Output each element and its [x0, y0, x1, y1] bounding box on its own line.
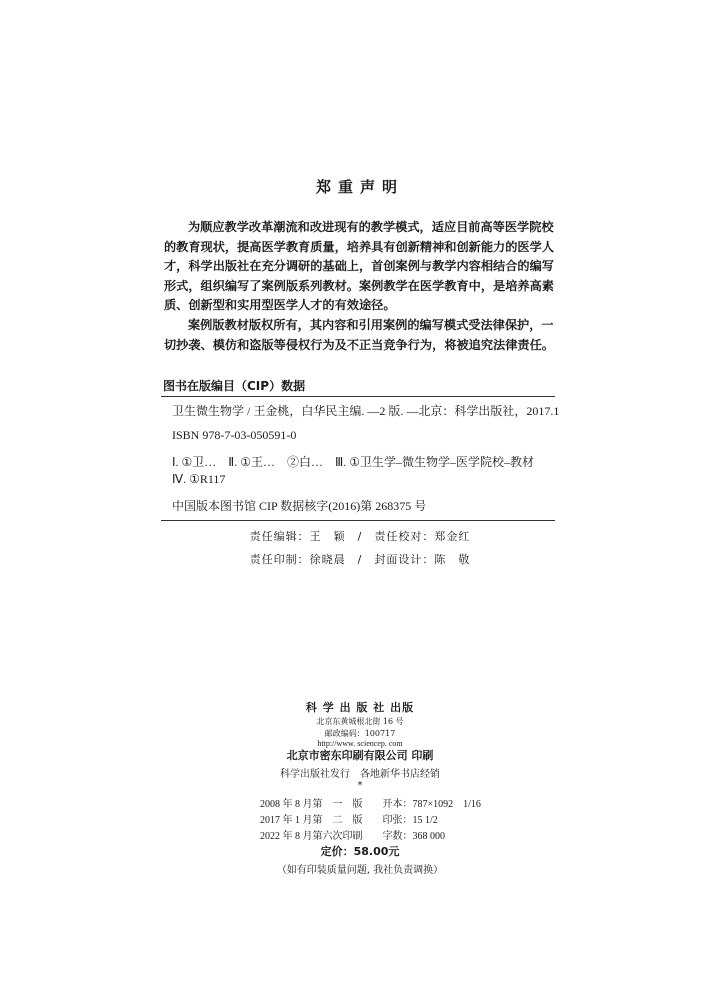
cip-top-rule	[161, 396, 555, 397]
replacement-note: （如有印装质量问题, 我社负责调换）	[276, 865, 444, 876]
edition-line: 2008 年 8 月第 一 版 开本：787×1092 1/16	[260, 799, 481, 810]
statement-paragraph-2	[164, 316, 556, 355]
cip-title-line: 卫生微生物学 / 王金桃，白华民主编. —2 版. —北京：科学出版社，2017.1	[172, 404, 560, 418]
statement-paragraph-1	[164, 218, 556, 316]
cip-classification-number: Ⅳ. ①R117	[172, 472, 226, 486]
printer-line: 北京市密东印刷有限公司 印刷	[286, 749, 434, 762]
statement-line: 的教育现状，提高医学教育质量，培养具有创新精神和创新能力的医学人	[164, 239, 554, 254]
price: 定价：58.00元	[320, 845, 400, 858]
cip-isbn: ISBN 978-7-03-050591-0	[172, 428, 297, 442]
distribution-line: 科学出版社发行 各地新华书店经销	[280, 769, 440, 780]
cip-record-number: 中国版本图书馆 CIP 数据核字(2016)第 268375 号	[172, 499, 427, 513]
separator-star: *	[357, 780, 363, 791]
statement-line: 质、创新型和实用型医学人才的有效途径。	[164, 298, 396, 313]
statement-line: 为顺应教学改革潮流和改进现有的教学模式，适应目前高等医学院校	[188, 220, 554, 234]
publisher-website: http://www. sciencep. com	[317, 739, 403, 748]
cip-classification: Ⅰ. ①卫… Ⅱ. ①王… ②白… Ⅲ. ①卫生学–微生物学–医学院校–教材	[172, 455, 534, 469]
staff-line-production: 责任印制：徐晓晨 / 封面设计：陈 敬	[249, 553, 471, 566]
statement-title: 郑重声明	[315, 178, 404, 196]
publisher-postcode: 邮政编码：100717	[324, 729, 396, 738]
cip-heading: 图书在版编目（CIP）数据	[163, 379, 306, 393]
edition-line: 2022 年 8 月第六次印刷 字数：368 000	[260, 831, 445, 842]
statement-line: 切抄袭、模仿和盗版等侵权行为及不正当竞争行为，将被追究法律责任。	[164, 337, 554, 352]
publisher-address: 北京东黄城根北街 16 号	[316, 717, 404, 726]
staff-line-editors: 责任编辑：王 颖 / 责任校对：郑金红	[249, 530, 471, 543]
publisher-name: 科 学 出 版 社 出版	[305, 701, 415, 714]
statement-line: 才，科学出版社在充分调研的基础上，首创案例与教学内容相结合的编写	[164, 259, 554, 274]
cip-bottom-rule	[161, 520, 555, 521]
statement-line: 案例版教材版权所有，其内容和引用案例的编写模式受法律保护，一	[188, 318, 554, 332]
edition-line: 2017 年 1 月第 二 版 印张：15 1/2	[260, 815, 438, 826]
statement-line: 形式，组织编写了案例版系列教材。案例教学在医学教育中，是培养高素	[164, 278, 554, 293]
